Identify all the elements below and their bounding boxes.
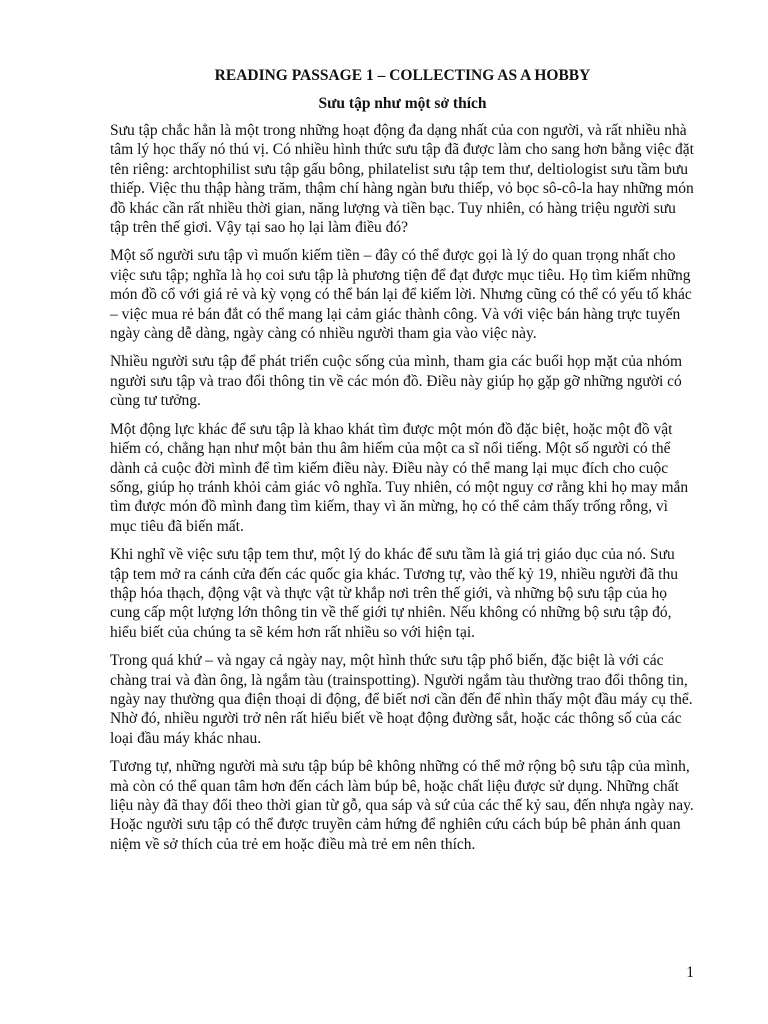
paragraph-5: Khi nghĩ về việc sưu tập tem thư, một lý do khác để sưu tầm là giá trị giáo dục của nó. Sưu tập tem mở ra cánh cửa đến các quốc gia khác. Tương tự, vào thế kỷ 19, nhiều người đã thu thập hóa thạch, động vật và thực vật từ khắp nơi trên thế giới, và những bộ sưu tập của họ cung cấp một lượng lớn thông tin về thế giới tự nhiên. Nếu không có những bộ sưu tập đó, hiểu biết của chúng ta sẽ kém hơn rất nhiều so với hiện tại. (110, 546, 678, 641)
page-number: 1 (686, 964, 694, 981)
paragraph-2: Một số người sưu tập vì muốn kiếm tiền – đây có thể được gọi là lý do quan trọng nhất cho việc sưu tập; nghĩa là họ coi sưu tập là phương tiện để đạt được mục tiêu. Họ tìm kiếm những món đồ cổ với giá rẻ và kỳ vọng có thể bán lại để kiếm lời. Nhưng cũng có thể có yếu tố khác – việc mua rẻ bán đắt có thể mang lại cảm giác thành công. Và với việc bán hàng trực tuyến ngày càng dễ dàng, ngày càng có nhiều người tham gia vào việc này. (110, 247, 692, 343)
paragraph-4: Một động lực khác để sưu tập là khao khát tìm được một món đồ đặc biệt, hoặc một đồ vật hiếm có, chẳng hạn như một bản thu âm hiếm của một ca sĩ nổi tiếng. Một số người có thể dành cả cuộc đời mình để tìm kiếm điều này. Điều này có thể mang lại mục đích cho cuộc sống, giúp họ tránh khỏi cảm giác vô nghĩa. Tuy nhiên, có một nguy cơ rằng khi họ may mắn tìm được món đồ mình đang tìm kiếm, thay vì ăn mừng, họ có thể cảm thấy trống rỗng, vì mục tiêu đã biến mất. (110, 420, 689, 535)
passage-title: READING PASSAGE 1 – COLLECTING AS A HOBBY (214, 67, 591, 84)
document-page (110, 66, 695, 863)
paragraph-1: Sưu tập chắc hẳn là một trong những hoạt động đa dạng nhất của con người, và rất nhiều nhà tâm lý học thấy nó thú vị. Có nhiều hình thức sưu tập đã được làm cho sang hơn bằng việc đặt tên riêng: archtophilist sưu tập gấu bông, philatelist sưu tập tem thư, deltiologist sưu tầm bưu thiếp. Việc thu thập hàng trăm, thậm chí hàng ngàn bưu thiếp, vỏ bọc sô-cô-la hay những món đồ khác cần rất nhiều thời gian, năng lượng và tiền bạc. Tuy nhiên, có hàng triệu người sưu tập trên thế giơi. Vậy tại sao họ lại làm điều đó? (110, 122, 694, 237)
paragraph-3: Nhiều người sưu tập để phát triển cuộc sống của mình, tham gia các buổi họp mặt của nhóm người sưu tập và trao đổi thông tin về các món đồ. Điều này giúp họ gặp gỡ những người có cùng tư tưởng. (110, 353, 683, 410)
paragraph-6: Trong quá khứ – và ngay cả ngày nay, một hình thức sưu tập phổ biến, đặc biệt là với các chàng trai và đàn ông, là ngắm tàu (trainspotting). Người ngắm tàu thường trao đổi thông tin, ngày nay thường qua điện thoại di động, để biết nơi cần đến để nhìn thấy một đầu máy cụ thể. Nhờ đó, nhiều người trở nên rất hiểu biết về hoạt động đường sắt, hoặc các thông số của các loại đầu máy khác nhau. (110, 652, 693, 747)
paragraph-7: Tương tự, những người mà sưu tập búp bê không những có thể mở rộng bộ sưu tập của mình, mà còn có thể quan tâm hơn đến cách làm búp bê, hoặc chất liệu được sử dụng. Những chất liệu này đã thay đổi theo thời gian từ gỗ, qua sáp và sứ của các thế kỷ sau, đến nhựa ngày nay. Hoặc người sưu tập có thể được truyền cảm hứng để nghiên cứu cách búp bê phản ánh quan niệm về sở thích của trẻ em hoặc điều mà trẻ em nên thích. (110, 758, 694, 853)
passage-subtitle: Sưu tập như một sở thích (318, 95, 487, 112)
